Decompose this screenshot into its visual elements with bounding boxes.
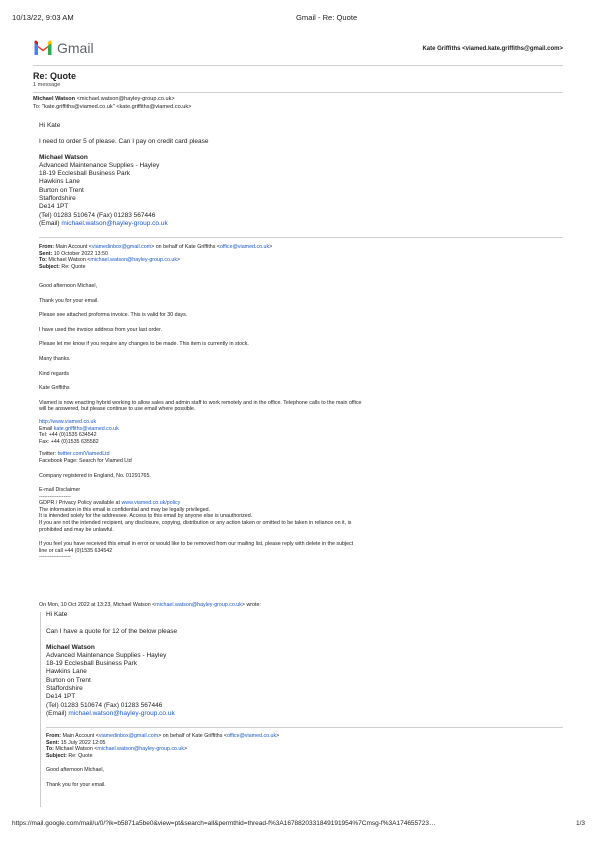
print-datetime: 10/13/22, 9:03 AM xyxy=(12,13,74,22)
sender-name: Michael Watson xyxy=(33,96,76,102)
print-page-number: 1/3 xyxy=(575,820,585,827)
quote-signature-name: Michael Watson xyxy=(46,643,95,651)
signature-line: De14 1PT xyxy=(39,203,69,211)
divider xyxy=(46,727,563,728)
signature-line: 18-19 Ecclesball Business Park xyxy=(39,170,131,178)
thread-subject: Re: Quote xyxy=(33,71,77,81)
signature-line: Staffordshire xyxy=(39,195,76,203)
from-email-link[interactable]: viamedinbox@gmail.com xyxy=(91,244,152,250)
quote-intro: On Mon, 10 Oct 2022 at 13:23, Michael Watson <michael.watson@hayley-group.co.uk> wrote: xyxy=(39,602,261,608)
signature-line: Hawkins Lane xyxy=(39,178,80,186)
office-email-link[interactable]: office@viamed.co.uk xyxy=(219,244,270,250)
reply-to: To: Michael Watson <michael.watson@hayley-group.co.uk> xyxy=(39,257,181,264)
signature-line: Advanced Maintenance Supplies - Hayley xyxy=(39,161,160,169)
reply-subject: Subject: Re: Quote xyxy=(39,263,86,270)
signature-name: Michael Watson xyxy=(39,153,88,161)
policy-link[interactable]: www.viamed.co.uk/policy xyxy=(121,500,181,507)
quote-from-email-link[interactable]: viamedinbox@gmail.com xyxy=(98,733,159,739)
print-page-title: Gmail - Re: Quote xyxy=(296,13,358,22)
divider xyxy=(33,92,563,93)
message-to: To: "kate.griffiths@viamed.co.uk" <kate.griffiths@viamed.co.uk> xyxy=(33,104,192,110)
quote-office-email-link[interactable]: office@viamed.co.uk xyxy=(226,733,277,739)
signature-email-link[interactable]: michael.watson@hayley-group.co.uk xyxy=(61,219,168,227)
print-footer-url: https://mail.google.com/mail/u/0/?ik=b5871a5be0&view=pt&search=all&permthid=thread-f%3A1678820331849191954%7Cmsg-f%3A174655723… xyxy=(12,820,436,827)
notice-line: Viamed is now enacting hybrid working to allow sales and admin staff to work remotely and in the office. Telephone calls to the main office xyxy=(39,399,362,406)
message-sender xyxy=(33,96,175,104)
divider xyxy=(33,65,563,66)
message-count: 1 message xyxy=(33,82,61,88)
message-body xyxy=(39,122,208,228)
quote-signature-email-link[interactable]: michael.watson@hayley-group.co.uk xyxy=(68,709,175,717)
quoted-reply-header: From: Main Account <viamedinbox@gmail.com> on behalf of Kate Griffiths <office@viamed.co.uk> Sent: 15 July 2022 12:05 To: Michael Watson <michael.watson@hayley-group.co.uk> Subject: Re: Quote Good afternoon Michael, Thank you for your email. xyxy=(46,733,280,788)
sender-email: <michael.watson@hayley-group.co.uk> xyxy=(76,96,175,102)
website-link[interactable]: http://www.viamed.co.uk xyxy=(39,418,97,425)
account-label: Kate Griffiths <viamed.kate.griffiths@gmail.com> xyxy=(422,46,563,52)
signature-line: Burton on Trent xyxy=(39,186,84,194)
greeting: Hi Kate xyxy=(39,122,61,129)
quote-bar xyxy=(40,612,41,807)
signature-email-line: (Email) michael.watson@hayley-group.co.uk xyxy=(39,219,168,227)
quote-intro-email-link[interactable]: michael.watson@hayley-group.co.uk xyxy=(155,602,242,608)
twitter-link[interactable]: twitter.com/ViamedLtd xyxy=(57,451,110,458)
notice-line: will be answered, but please continue to use email where possible. xyxy=(39,406,196,413)
gmail-m-icon xyxy=(33,40,53,55)
to-email-link[interactable]: michael.watson@hayley-group.co.uk xyxy=(90,257,178,264)
gmail-wordmark: Gmail xyxy=(57,40,94,56)
reply-body: Good afternoon Michael, Thank you for your email. Please see attached proforma invoice. This is valid for 30 days. I have used the invoice address from your last order. Please let me know if you require any changes to be made. This item is currently in stock. Many thanks. Kind regards Kate Griffiths Viamed is now enacting hybrid working to allow sales and admin staff to work remotely and in the office. Telephone calls to the main office will be answered, but please continue to use email where possible. http://www.viamed.co.uk Email kate.griffiths@viamed.co.uk Tel: +44 (0)1535 634542 Fax: +44 (0)1535 635582 Twitter: twitter.com/ViamedLtd Facebook Page: Search for Viamed Ltd Company registered in England, No. 01291765. E-mail Disclaimer ------------------ GDPR / Privacy Policy available at www.viamed.co.uk/policy The information in this email is confidential and may be legally privileged. It is intended solely for the addressee. Access to this email by anyone else is unauthorized. If you are not the intended recipient, any disclosure, copying, distribution or any action taken or omitted to be taken in reliance on it, is prohibited and may be unlawful. If you feel you have received this email in error or would like to be removed from our mailing list, please reply with delete in the subject line or call +44 (0)1535 634542 ------------------ xyxy=(39,283,362,561)
body-text: I need to order 5 of please. Can I pay on credit card please xyxy=(39,138,209,146)
reply-from: From: Main Account <viamedinbox@gmail.com> on behalf of Kate Griffiths <office@viamed.co.uk> xyxy=(39,244,273,250)
quoted-message: Hi Kate Can I have a quote for 12 of the below please Michael Watson Advanced Maintenance Supplies - Hayley 18-19 Ecclesball Business Park Hawkins Lane Burton on Trent Staffordshire De14 1PT (Tel) 01283 510674 (Fax) 01283 567446 (Email) michael.watson@hayley-group.co.uk xyxy=(46,611,178,717)
reply-sent: Sent: 10 October 2022 13:50 xyxy=(39,250,108,257)
signature-line: (Tel) 01283 510674 (Fax) 01283 567446 xyxy=(39,211,156,219)
divider xyxy=(39,237,563,238)
reply-header xyxy=(39,244,272,270)
quote-to-email-link[interactable]: michael.watson@hayley-group.co.uk xyxy=(97,746,185,753)
kate-email-link[interactable]: kate.griffiths@viamed.co.uk xyxy=(53,425,119,432)
